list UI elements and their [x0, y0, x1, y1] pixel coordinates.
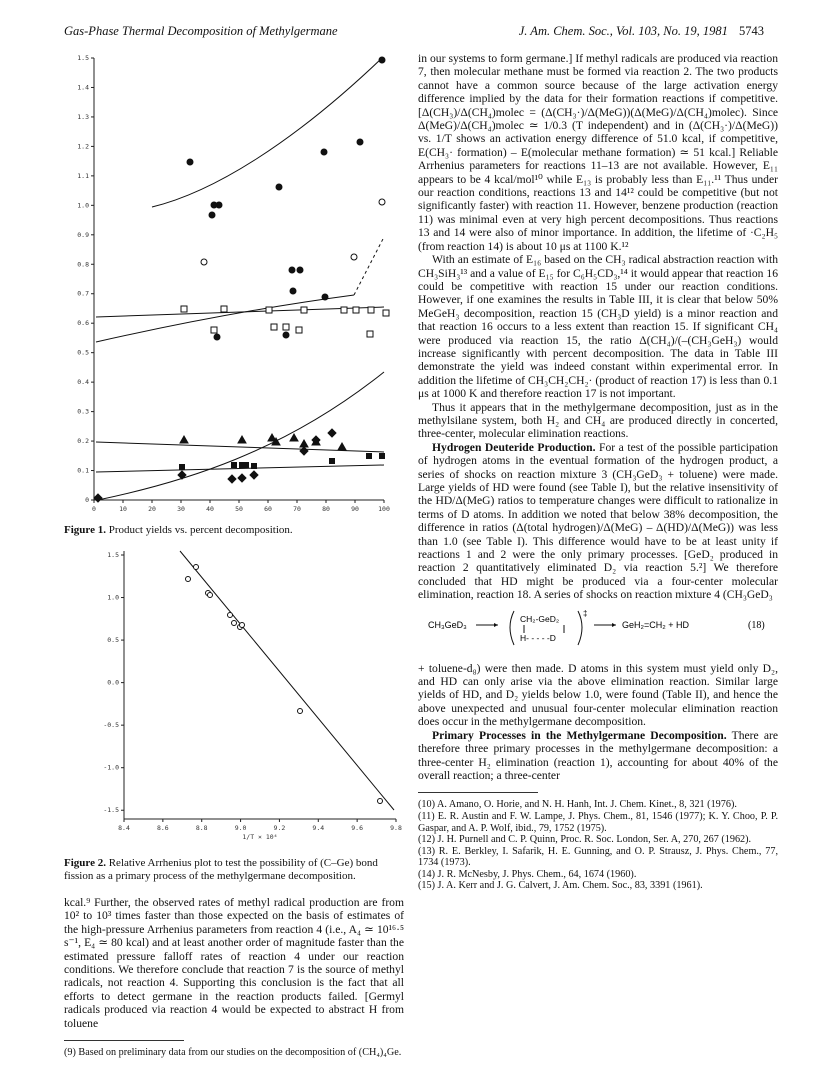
x-tick-label: 20 — [148, 505, 156, 513]
data-point-open — [208, 593, 213, 598]
y-tick-label: -0.5 — [103, 721, 119, 730]
data-point-filled-square — [367, 454, 372, 459]
hd-text: For a test of the possible participation of hydrogen atoms in the eventual formation of the hydrogen product, a series of shocks on reaction mixture 3 (CH₃GeD₃ + toluene) were made. Large yields of HD were found (see Table I), but the relative insensitivity of the HD/Δ(MeG) ratios to temperature changes were difficult to rationalize in terms of D atoms. In addition we noted that below 38% decomposition, the difference in ratios (Δ(total hydrogen)/Δ(MeG) – Δ(HD)/Δ(MeG)) was less than 1.0 (see Table I). This difference would have to be at least unity if reactions 1 and 2 were the only primary processes. [GeD₂ produced in reaction 2 quantitatively eliminated D₂ via reaction 5.²] We therefore concluded that HD might be produced via a four-center molecular elimination, reaction 18. A series of shocks on reaction mixture 4 (CH₃GeD₃ — [418, 440, 779, 602]
data-point-triangle — [290, 434, 298, 441]
data-point — [276, 184, 282, 190]
data-point — [211, 202, 217, 208]
y-tick-label: 0.7 — [77, 289, 89, 298]
fit-curve-dashed — [354, 237, 384, 295]
data-point — [283, 332, 289, 338]
data-point-diamond — [238, 474, 246, 482]
y-tick-label: 0 — [85, 496, 89, 504]
footnote-11: (11) E. R. Austin and F. W. Lampe, J. Phys. Chem., 81, 1546 (1977); K. Y. Choo, P. P. Gaspar, and A. P. Wolf, ibid., 79, 1752 (1975). — [418, 810, 778, 834]
pp-text: There are therefore three primary processes in the methylgermane decomposition: a three-center H₂ elimination (reaction 1), accounting for about 40% of the overall reaction; a three-center — [418, 728, 778, 782]
data-point-open — [298, 709, 303, 714]
arrow-head-2 — [612, 623, 616, 627]
data-point-filled-square — [232, 463, 237, 468]
figure-2-caption — [64, 857, 404, 883]
data-point — [214, 334, 220, 340]
data-point-filled-square — [252, 464, 257, 469]
data-point-diamond — [300, 447, 308, 455]
data-point — [290, 288, 296, 294]
data-point-square — [367, 331, 373, 337]
pp-section — [418, 729, 778, 783]
x-tick-label: 8.4 — [118, 824, 130, 832]
data-point — [321, 149, 327, 155]
data-point-open — [240, 623, 245, 628]
data-point-filled-square — [330, 459, 335, 464]
x-tick-label: 0 — [92, 505, 96, 513]
y-tick-label: 1.5 — [77, 54, 89, 62]
journal-citation — [519, 24, 764, 39]
x-tick-label: 30 — [177, 505, 185, 513]
data-point — [379, 57, 385, 63]
data-point-square — [221, 306, 227, 312]
journal-name: J. Am. Chem. Soc., Vol. 103, No. 19, 1981 — [518, 24, 728, 38]
left-paragraph: kcal.⁹ Further, the observed rates of methyl radical production are from 10² to 10³ times faster than those expected on the basis of estimates of the high-pressure Arrhenius parameters from reaction 4 (i.e., A₄ ≃ 10¹⁶·⁵ s⁻¹, E₄ ≃ 80 kcal) and at least another order of magnitude faster than the estimated pressure falloff rates of reaction 4 under our reaction conditions. We therefore conclude that reaction 7 is the source of methyl radicals, not reaction 4. Supporting this conclusion is the fact that all efforts to detect germane in the reaction products failed. [Germyl radicals produced via reaction 4 would be expected to abstract H from toluene — [64, 896, 404, 1030]
right-paragraph-3: Thus it appears that in the methylgermane decomposition, just as in the methylsilane system, both H₂ and CH₄ are produced directly in concerted, three-center, molecular elimination reactions. — [418, 400, 778, 441]
y-tick-label: 0.0 — [107, 678, 119, 687]
after-reaction-paragraph: + toluene-d₈) were then made. D atoms in this system must yield only D₂, and HD can only arise via the above elimination reaction. Similar large yields of HD, and D₂ yields below 1.0, were found (Table II), and hence the above unexpected and unusual four-center molecular elimination reaction does occur in the methylgermane decomposition. — [418, 661, 778, 729]
x-tick-label: 10 — [119, 505, 127, 513]
data-point-open — [194, 565, 199, 570]
fit-curve-top — [152, 58, 382, 207]
x-tick-label: 80 — [322, 505, 330, 513]
x-tick-label: 9.8 — [390, 824, 402, 832]
data-point-square — [266, 307, 272, 313]
data-point-triangle — [238, 436, 246, 443]
y-tick-label: 0.4 — [77, 378, 89, 387]
y-tick-label: 0.8 — [77, 260, 89, 269]
figure-2-plot — [64, 545, 404, 855]
data-point — [289, 267, 295, 273]
y-tick-label: 0.5 — [107, 636, 119, 645]
y-tick-label: 0.5 — [77, 348, 89, 357]
footnote-10: (10) A. Amano, O. Horie, and N. H. Hanh, Int. J. Chem. Kinet., 8, 321 (1976). — [418, 799, 737, 811]
y-tick-label: -1.0 — [103, 763, 119, 772]
ts-top-label: CH₂-GeD₂ — [520, 613, 560, 624]
data-point-open — [186, 577, 191, 582]
footnote-13: (13) R. E. Berkley, I. Safarik, H. E. Gunning, and O. P. Strausz, J. Phys. Chem., 77, 1734 (1973). — [418, 845, 778, 869]
x-tick-label: 8.8 — [195, 824, 208, 832]
x-tick-label: 70 — [293, 505, 301, 513]
x-axis-label: 1/T × 10⁴ — [242, 833, 278, 841]
x-tick-label: 60 — [264, 505, 272, 513]
y-tick-label: 1.3 — [77, 112, 89, 121]
data-point — [297, 267, 303, 273]
data-point-square — [301, 307, 307, 313]
right-column — [418, 52, 778, 892]
y-tick-label: 1.2 — [77, 142, 89, 151]
data-point-open — [379, 199, 385, 205]
ts-dagger: ‡ — [583, 608, 588, 618]
figure-1-plot — [64, 52, 404, 522]
data-point-filled-square — [244, 463, 249, 468]
page-number: 5743 — [739, 24, 764, 38]
y-tick-label: 1.4 — [77, 83, 89, 92]
data-point-triangle — [300, 440, 308, 447]
data-point-square — [296, 327, 302, 333]
paren-left — [510, 611, 514, 645]
data-point — [357, 139, 363, 145]
data-point — [209, 212, 215, 218]
figure-1 — [64, 52, 404, 527]
reaction-scheme — [418, 608, 778, 654]
data-point-open — [351, 254, 357, 260]
data-point-diamond — [94, 494, 102, 502]
data-point — [187, 159, 193, 165]
hd-heading: Hydrogen Deuteride Production. — [432, 440, 596, 454]
data-point-triangle — [338, 443, 346, 450]
y-tick-label: 0.9 — [77, 230, 89, 239]
y-tick-label: -1.5 — [103, 806, 119, 815]
data-point-square — [368, 307, 374, 313]
footnote-rule-right — [418, 792, 538, 793]
data-point-open — [201, 259, 207, 265]
data-point-square — [211, 327, 217, 333]
footnote-9: (9) Based on preliminary data from our studies on the decomposition of (CH₄)₄Ge. — [64, 1047, 402, 1059]
data-point-square — [271, 324, 277, 330]
data-point-diamond — [328, 429, 336, 437]
figure-1-caption-text: Product yields vs. percent decomposition. — [108, 524, 293, 536]
data-point — [322, 294, 328, 300]
y-tick-label: 1.5 — [107, 551, 119, 559]
y-tick-label: 0.1 — [77, 466, 89, 475]
figure-2 — [64, 545, 404, 860]
x-tick-label: 8.6 — [156, 824, 169, 832]
paren-right — [578, 611, 582, 645]
data-point-square — [283, 324, 289, 330]
fit-line — [180, 551, 394, 810]
figure-1-label: Figure 1. — [64, 524, 106, 536]
data-point-open — [378, 799, 383, 804]
arrow-head-1 — [494, 623, 498, 627]
data-point-diamond — [228, 475, 236, 483]
y-tick-label: 0.6 — [77, 319, 89, 328]
y-tick-label: 1.0 — [77, 201, 89, 210]
data-point-diamond — [250, 471, 258, 479]
y-tick-label: 0.2 — [77, 437, 89, 446]
data-point-triangle — [180, 436, 188, 443]
footnote-12: (12) J. H. Purnell and C. P. Quinn, Proc. R. Soc. London, Ser. A, 270, 267 (1962). — [418, 834, 752, 846]
data-point-filled-square — [380, 454, 385, 459]
running-title: Gas-Phase Thermal Decomposition of Methylgermane — [64, 24, 338, 38]
products-label: GeH₂=CH₂ + HD — [622, 619, 690, 630]
x-tick-label: 50 — [235, 505, 243, 513]
pp-heading: Primary Processes in the Methylgermane Decomposition. — [432, 728, 727, 742]
data-point-square — [181, 306, 187, 312]
x-tick-label: 40 — [206, 505, 214, 513]
y-tick-label: 1.0 — [107, 593, 119, 602]
footnote-14: (14) J. R. McNesby, J. Phys. Chem., 64, 1674 (1960). — [418, 868, 637, 880]
y-tick-label: 1.1 — [77, 171, 89, 180]
y-tick-label: 0.3 — [77, 407, 89, 416]
ts-bottom-label: H- - - - -D — [520, 632, 556, 643]
x-tick-label: 9.6 — [351, 824, 364, 832]
x-tick-label: 90 — [351, 505, 359, 513]
x-tick-label: 9.4 — [312, 824, 325, 832]
footnote-rule — [64, 1040, 184, 1041]
left-column-text — [64, 896, 404, 1059]
x-tick-label: 9.0 — [234, 824, 247, 832]
hd-section — [418, 441, 778, 602]
data-point-open — [228, 613, 233, 618]
figure-2-label: Figure 2. — [64, 857, 106, 869]
data-point-square — [383, 310, 389, 316]
x-tick-label: 9.2 — [273, 824, 286, 832]
data-point-square — [341, 307, 347, 313]
fit-curve-mid — [96, 295, 354, 342]
reaction-18 — [418, 608, 778, 654]
reaction-number: (18) — [748, 619, 765, 631]
figure-2-caption-text: Relative Arrhenius plot to test the possibility of (C–Ge) bond fission as a primary process of the methylgermane decomposition. — [64, 857, 378, 882]
x-tick-label: 100 — [378, 505, 390, 513]
right-paragraph-1: in our systems to form germane.] If methyl radicals are produced via reaction 7, then molecular methane must be formed via reaction 2. The two products cannot have a common source because of the large activation energy difference implied by the data for their formation reactions if competitive. [Δ(CH₃)/Δ(CH₄)molec = (Δ(CH₃·)/Δ(MeG))(Δ(MeG)/Δ(CH₄)molec). Since Δ(MeG)/Δ(CH₄)molec ≃ 1/0.3 (T independent) and in (Δ(CH₃·)/Δ(MeG)) vs. 1/T shows an activation energy difference of 51.0 kcal, if competitive, E(CH₃· formation) – E(molecular methane formation) ≃ 51 kcal.] Reliable Arrhenius parameters for reactions 11–13 are not available. However, E₁₁ appears to be 4 kcal/mol¹⁰ while E₁₃ is probably less than E₁₁.¹¹ Thus under our reaction conditions, reactions 13 and 14¹² could be competitive (but not significantly faster) with reaction 11. However, benzene production (reaction 11) was minimal even at very high percent decompositions. Thus reactions 13 and 14 were also of minor importance. In addition, the lifetime of ·C₂H₅ (from reaction 14) is about 10 μs at 1100 K.¹² — [418, 52, 778, 253]
footnote-15: (15) J. A. Kerr and J. G. Calvert, J. Am. Chem. Soc., 83, 3391 (1961). — [418, 880, 703, 892]
reactant-label: CH₃GeD₃ — [428, 619, 467, 630]
data-point-square — [353, 307, 359, 313]
right-paragraph-2: With an estimate of E₁₆ based on the CH₃ radical abstraction reaction with CH₃SiH₃¹³ and a value of E₁₅ for C₆H₅CD₃,¹⁴ it would appear that reaction 16 could be competitive with reaction 15 under our reaction conditions. However, if one examines the results in Table III, it is clear that below 50% MeGeH₃ decomposition, reaction 15 (CH₃D yield) is a minor reaction and that reaction 16 occurs to a less extent than reaction 15. If significant CH₄ were produced via reaction 15, the ratio Δ(CH₄)/(–(CH₃GeH₃) would increase significantly with percent decomposition. The data in Table III demonstrate the yield was indeed constant within experimental error. In addition the lifetime of CH₃CH₂CH₂· (product of reaction 17) is less than 0.1 μs at 1000 K and therefore reaction 17 is not important. — [418, 253, 778, 401]
data-point-open — [232, 621, 237, 626]
data-point-filled-square — [180, 465, 185, 470]
figure-1-caption — [64, 524, 404, 537]
